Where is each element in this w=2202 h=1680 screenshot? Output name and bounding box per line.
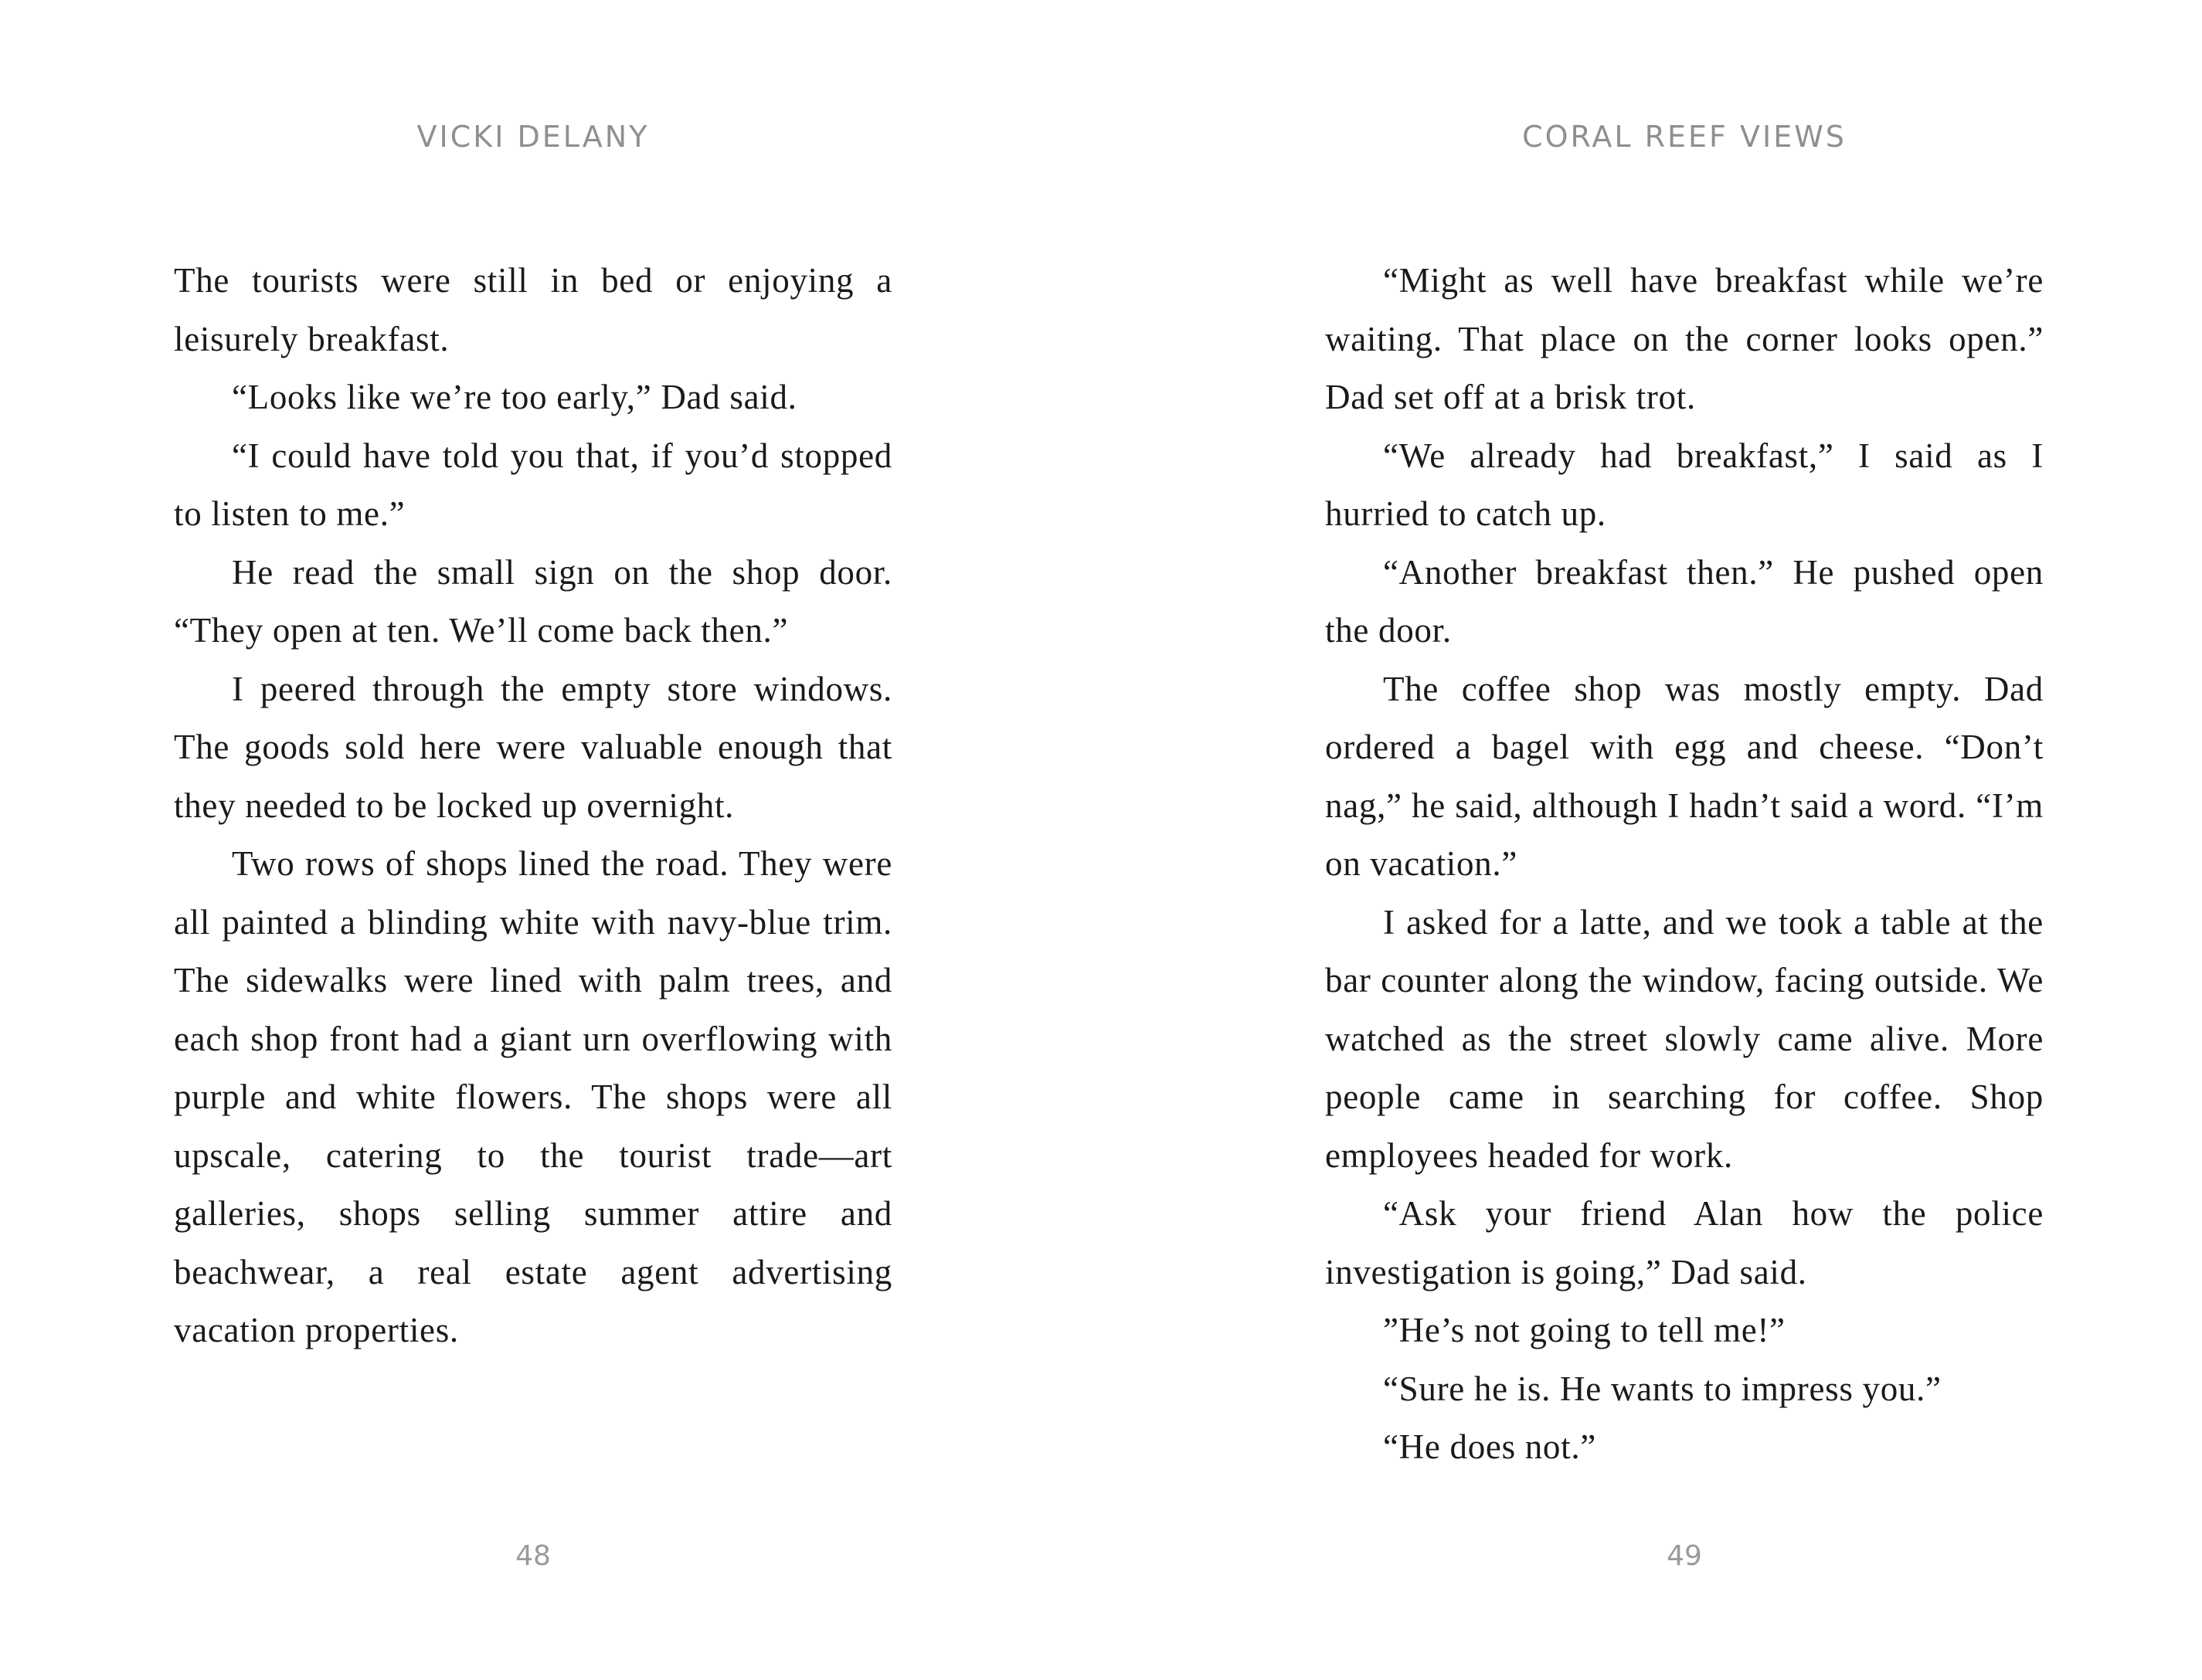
paragraph: I peered through the empty store windows. The goods sold here were valuable enough that they needed to be locked up overnight. <box>174 669 892 825</box>
paragraph: “Ask your friend Alan how the police investigation is going,” Dad said. <box>1325 1194 2044 1291</box>
paragraph: “He does not.” <box>1383 1427 1596 1466</box>
paragraph: The tourists were still in bed or enjoying a leisurely breakfast. <box>174 261 892 358</box>
paragraph: “Another breakfast then.” He pushed open the door. <box>1325 552 2044 650</box>
paragraph: He read the small sign on the shop door. “They open at ten. We’ll come back then.” <box>174 552 892 650</box>
right-page-body <box>1325 252 2044 1477</box>
paragraph: ”He’s not going to tell me!” <box>1383 1311 1786 1349</box>
paragraph: “Sure he is. He wants to impress you.” <box>1383 1369 1942 1408</box>
paragraph: “Might as well have breakfast while we’re waiting. That place on the corner looks open.” Dad set off at a brisk trot. <box>1325 261 2044 416</box>
page-number: 48 <box>515 1540 551 1572</box>
paragraph: Two rows of shops lined the road. They were all painted a blinding white with navy-blue trim. The sidewalks were lined with palm trees, and each shop front had a giant urn overflowing with purple and white flowers. The shops were all upscale, catering to the tourist trade—art galleries, shops selling summer attire and beachwear, a real estate agent advertising vacation properties. <box>174 844 892 1349</box>
right-page <box>1101 0 2202 1680</box>
author-running-head: VICKI DELANY <box>416 120 650 154</box>
paragraph: “I could have told you that, if you’d stopped to listen to me.” <box>174 436 892 533</box>
page-number: 49 <box>1667 1540 1702 1572</box>
title-running-head: CORAL REEF VIEWS <box>1522 120 1847 154</box>
paragraph: The coffee shop was mostly empty. Dad ordered a bagel with egg and cheese. “Don’t nag,” he said, although I hadn’t said a word. “I’m on vacation.” <box>1325 669 2044 883</box>
paragraph: “We already had breakfast,” I said as I hurried to catch up. <box>1325 436 2044 533</box>
left-page-body <box>174 252 892 1360</box>
paragraph: I asked for a latte, and we took a table at the bar counter along the window, facing outside. We watched as the street slowly came alive. More people came in searching for coffee. Shop employees headed for work. <box>1325 902 2044 1175</box>
paragraph: “Looks like we’re too early,” Dad said. <box>232 378 797 416</box>
